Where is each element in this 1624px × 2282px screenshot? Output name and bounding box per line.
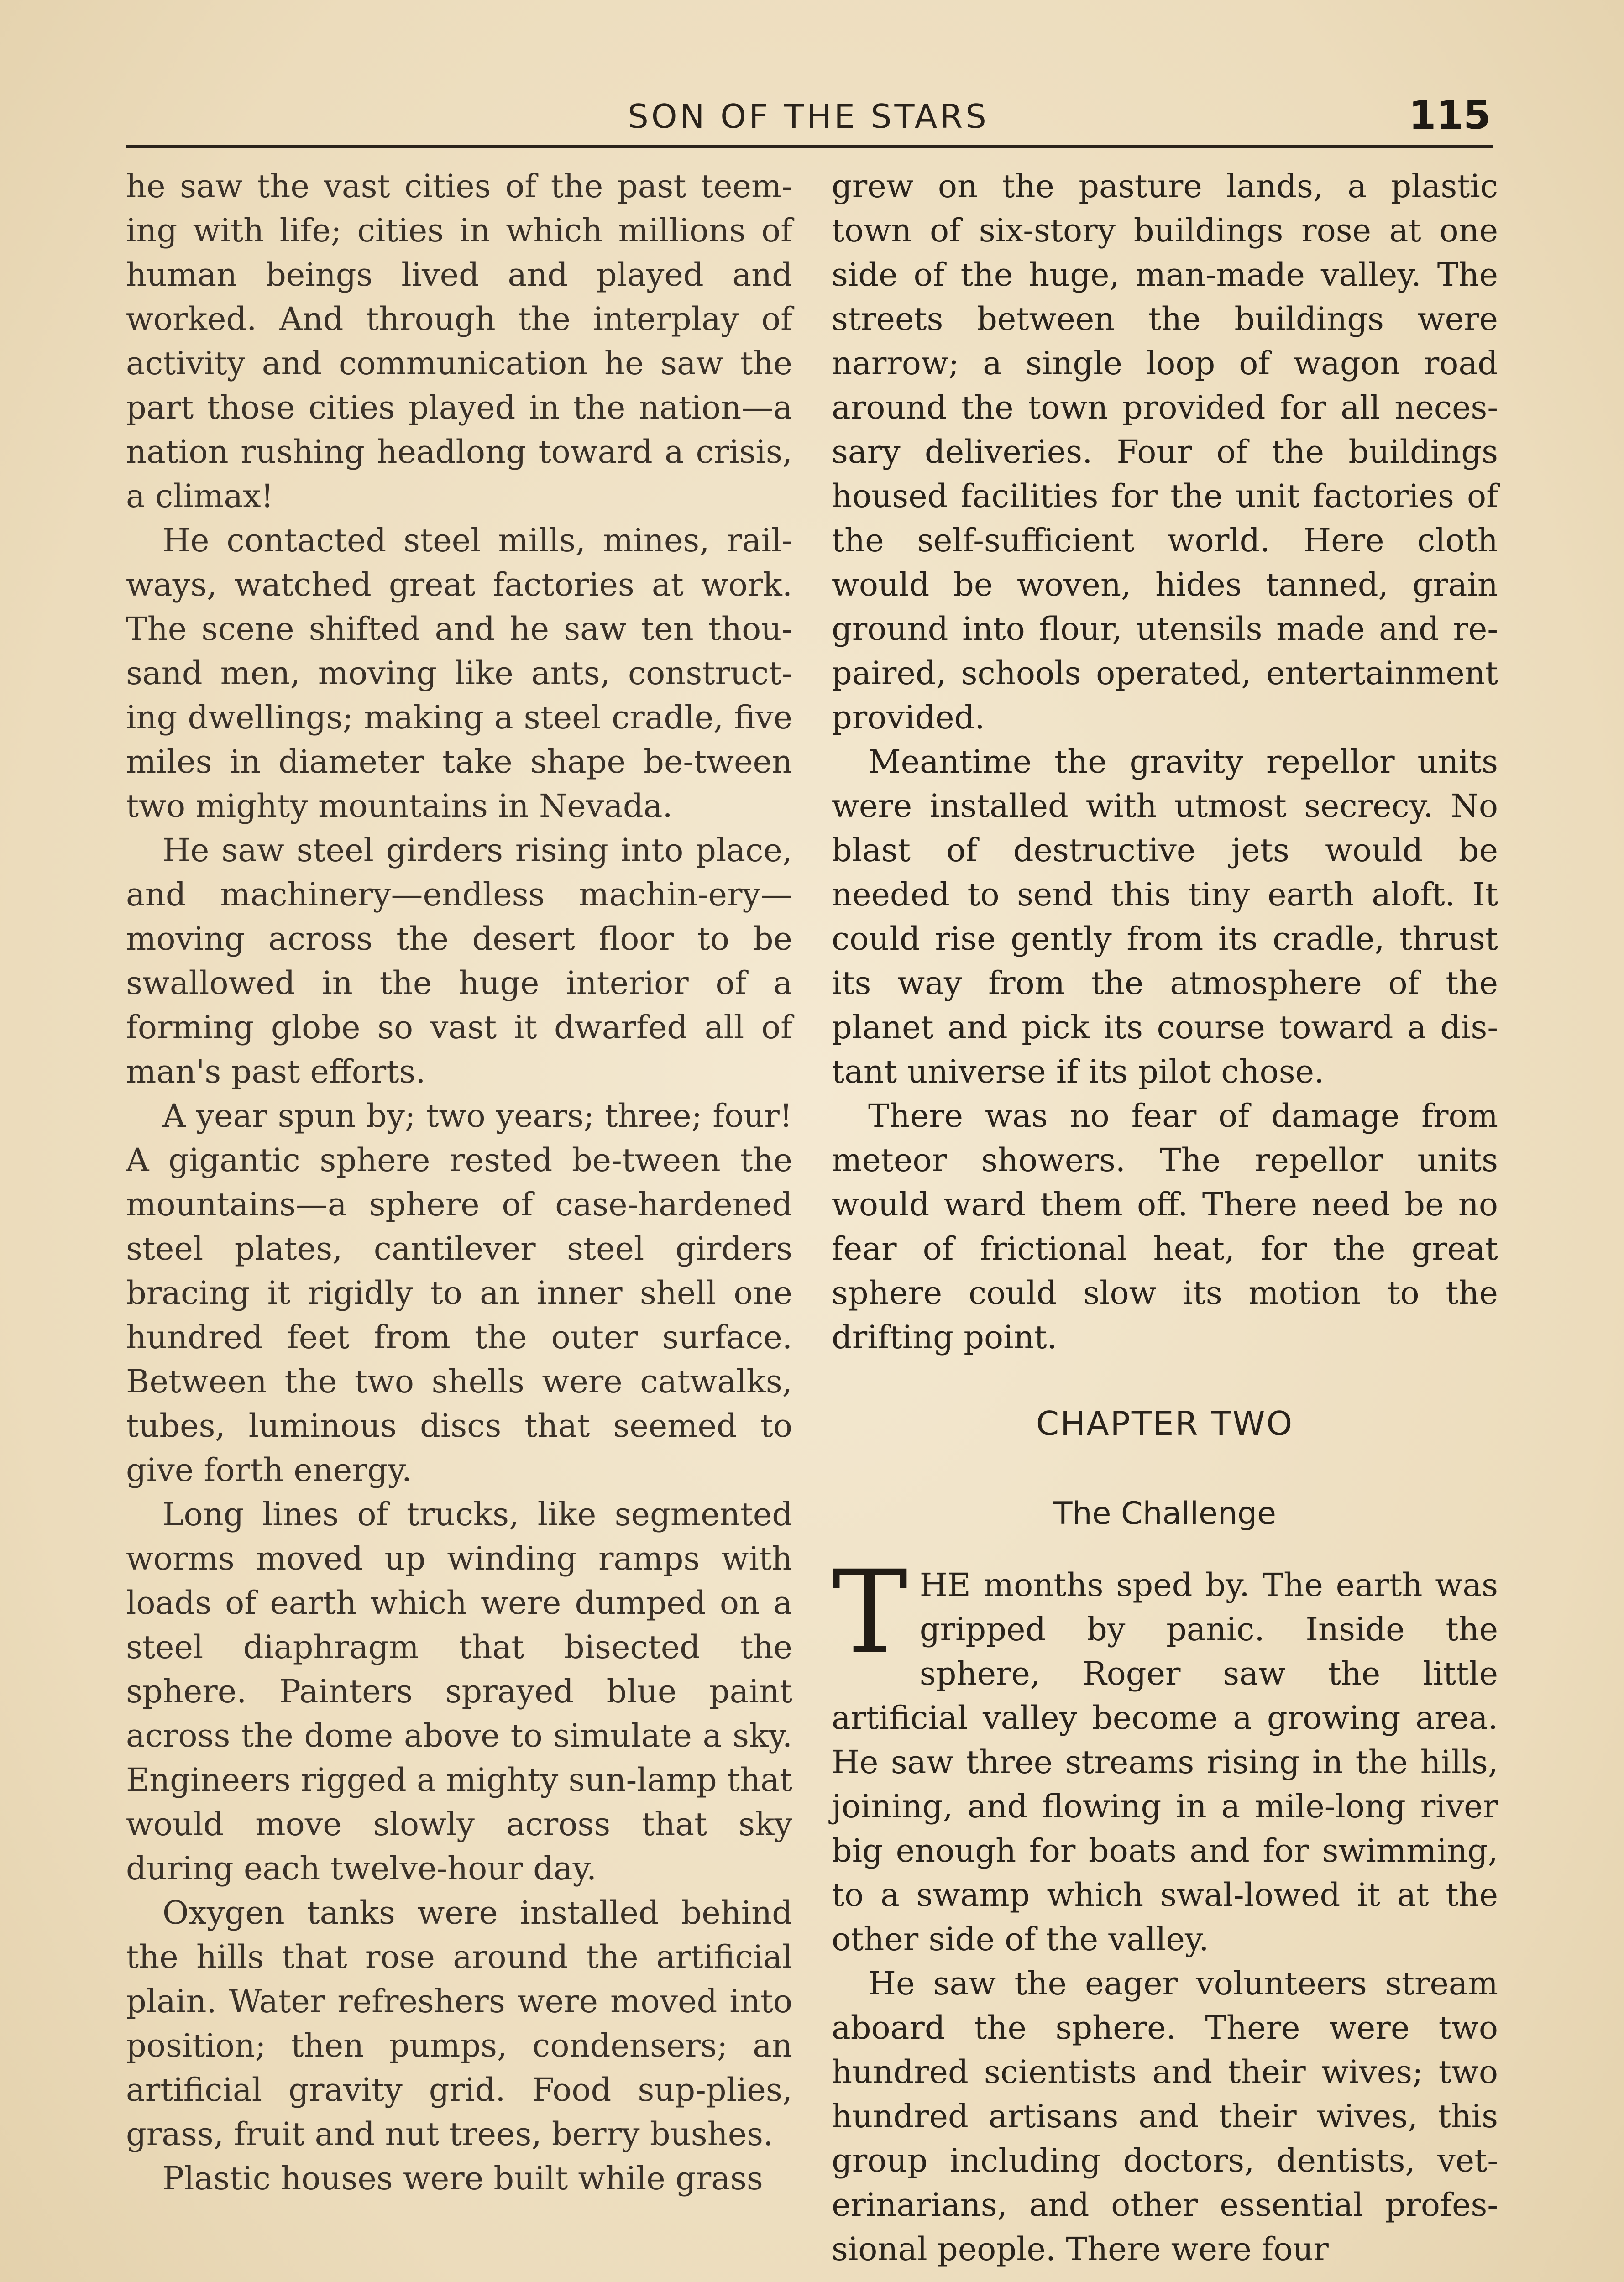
drop-cap: T [832, 1546, 908, 1679]
chapter-subtitle: The Challenge [1053, 1496, 1277, 1532]
paragraph: There was no fear of damage from meteor showers. The repellor units would ward them off. There need be no fear of frictional heat, for the great sphere could slow its motion to the drifting point. [832, 1097, 1498, 1356]
right-column [832, 164, 1498, 2272]
paragraph: He saw steel girders rising into place, and machinery—endless machin-ery—moving across the desert floor to be swallowed in the huge interior of a forming globe so vast it dwarfed all of man's past efforts. [126, 832, 792, 1090]
header-rule [126, 145, 1493, 148]
paragraph: Long lines of trucks, like segmented worms moved up winding ramps with loads of earth which were dumped on a steel diaphragm that bisected the sphere. Painters sprayed blue paint across the dome above to simulate a sky. Engineers rigged a mighty sun-lamp that would move slowly across that sky during each twelve-hour day. [126, 1496, 792, 1887]
left-column [126, 164, 792, 2201]
paragraph: He saw the eager volunteers stream aboard the sphere. There were two hundred scientists and their wives; two hundred artisans and their wives, this group including doctors, dentists, vet-erinarians, and other essential profes-sional people. There were four [832, 1965, 1498, 2268]
paragraph: grew on the pasture lands, a plastic town of six-story buildings rose at one side of the huge, man-made valley. The streets between the buildings were narrow; a single loop of wagon road around the town provided for all neces-sary deliveries. Four of the buildings housed facilities for the unit factories of the self-sufficient world. Here cloth would be woven, hides tanned, grain ground into flour, utensils made and re-paired, schools operated, entertainment provided. [832, 167, 1498, 736]
paragraph: he saw the vast cities of the past teem-ing with life; cities in which millions of human beings lived and played and worked. And through the interplay of activity and communication he saw the part those cities played in the nation—a nation rushing headlong toward a crisis, a climax! [126, 167, 792, 515]
running-header [126, 89, 1491, 144]
paragraph: Plastic houses were built while grass [162, 2160, 763, 2197]
paragraph: Oxygen tanks were installed behind the hills that rose around the artificial plain. Water refreshers were moved into position; then pumps, condensers; an artificial gravity grid. Food sup-plies, grass, fruit and nut trees, berry bushes. [126, 1894, 792, 2153]
dropcap-paragraph [832, 1546, 1498, 1962]
dropcap-paragraph-text: HE months sped by. The earth was gripped by panic. Inside the sphere, Roger saw the little artificial valley become a growing area. He saw three streams rising in the hills, joining, and flowing in a mile-long river big enough for boats and for swimming, to a swamp which swal-lowed it at the other side of the valley. [832, 1566, 1498, 1958]
paragraph: Meantime the gravity repellor units were installed with utmost secrecy. No blast of destructive jets would be needed to send this tiny earth aloft. It could rise gently from its cradle, thrust its way from the atmosphere of the planet and pick its course toward a dis-tant universe if its pilot chose. [832, 743, 1498, 1090]
chapter-heading: CHAPTER TWO [1036, 1404, 1294, 1443]
paragraph: A year spun by; two years; three; four! A gigantic sphere rested be-tween the mountains—a sphere of case-hardened steel plates, cantilever steel girders bracing it rigidly to an inner shell one hundred feet from the outer surface. Between the two shells were catwalks, tubes, luminous discs that seemed to give forth energy. [126, 1097, 792, 1489]
running-title: SON OF THE STARS [628, 97, 989, 136]
page-number: 115 [1409, 93, 1491, 138]
paragraph: He contacted steel mills, mines, rail-ways, watched great factories at work. The scene shifted and he saw ten thou-sand men, moving like ants, construct-ing dwellings; making a steel cradle, five miles in diameter take shape be-tween two mighty mountains in Nevada. [126, 522, 792, 825]
